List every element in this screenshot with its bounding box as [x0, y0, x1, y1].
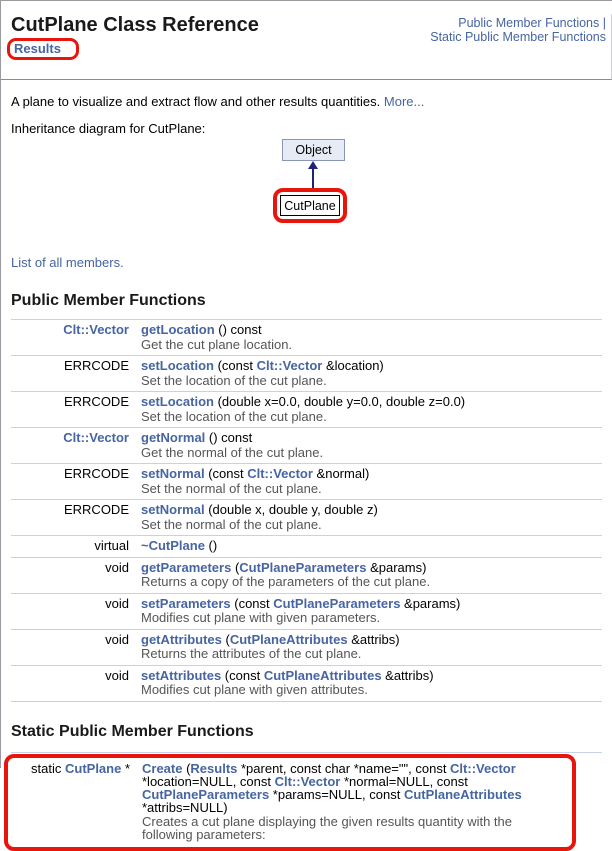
diagram-node-cutplane[interactable]: CutPlane: [280, 195, 340, 216]
results-link[interactable]: Results: [14, 41, 61, 56]
member-link[interactable]: setNormal: [141, 466, 205, 481]
page-header: [1, 14, 612, 80]
member-row: [11, 499, 602, 535]
member-type-cell: [11, 539, 129, 553]
brief-text: A plane to visualize and extract flow and other results quantities.: [11, 94, 384, 109]
text-segment: (: [221, 631, 230, 647]
member-signature: [141, 597, 602, 611]
text-segment: ERRCODE: [63, 502, 129, 517]
type-link[interactable]: CutPlane: [64, 760, 122, 776]
member-type-cell: [11, 467, 129, 495]
text-segment: (: [231, 559, 240, 575]
member-link[interactable]: CutPlaneParameters: [273, 595, 401, 611]
public-members-table: [11, 319, 602, 702]
member-link[interactable]: CutPlaneParameters: [142, 786, 270, 802]
member-signature: [141, 561, 602, 575]
member-link[interactable]: Clt::Vector: [274, 773, 341, 789]
member-link[interactable]: CutPlaneAttributes: [263, 667, 382, 683]
member-description: Modifies cut plane with given attributes.: [141, 682, 368, 697]
member-link[interactable]: setNormal: [141, 502, 205, 517]
member-row: [11, 463, 602, 499]
text-segment: *normal=NULL, const: [340, 773, 468, 789]
member-type-cell: [11, 359, 129, 387]
text-segment: () const: [205, 430, 253, 445]
text-segment: (const: [213, 358, 257, 373]
member-row: [11, 593, 602, 629]
member-type-cell: [11, 395, 129, 423]
member-row: [12, 760, 570, 843]
text-segment: static: [31, 760, 65, 776]
page-title: CutPlane Class Reference: [11, 14, 259, 36]
member-row: [11, 427, 602, 463]
text-segment: () const: [214, 322, 262, 337]
static-members-table: [12, 760, 570, 843]
member-link[interactable]: setParameters: [141, 595, 231, 611]
member-description: Get the cut plane location.: [141, 336, 293, 352]
member-link[interactable]: CutPlaneAttributes: [403, 786, 522, 802]
member-signature: [142, 762, 562, 814]
text-segment: virtual: [94, 538, 129, 553]
list-of-all-members-link[interactable]: List of all members.: [11, 255, 124, 270]
text-segment: (double x, double y, double z): [204, 502, 378, 517]
member-signature: [141, 323, 602, 337]
member-signature: [141, 359, 602, 373]
member-link[interactable]: setLocation: [141, 394, 214, 409]
member-definition-cell: [141, 597, 602, 625]
summary-separator: |: [599, 16, 606, 30]
text-segment: (const: [230, 595, 274, 611]
summary-link-static-members[interactable]: Static Public Member Functions: [430, 30, 606, 44]
member-link[interactable]: CutPlaneParameters: [239, 559, 367, 575]
member-link[interactable]: CutPlaneAttributes: [229, 631, 348, 647]
member-definition-cell: [141, 359, 602, 387]
member-type-cell: [11, 633, 129, 661]
member-definition-cell: [141, 561, 602, 589]
text-segment: void: [105, 667, 129, 683]
text-segment: (const: [221, 667, 264, 683]
member-link[interactable]: Results: [190, 760, 238, 776]
annotation-highlight-results: [7, 38, 79, 60]
member-description: Returns the attributes of the cut plane.: [141, 646, 362, 661]
member-row: [11, 629, 602, 665]
member-definition-cell: [141, 503, 602, 531]
text-segment: (double x=0.0, double y=0.0, double z=0.0): [213, 394, 466, 409]
text-segment: (: [182, 760, 191, 776]
member-type-cell: [11, 323, 129, 351]
inheritance-diagram: [1, 138, 612, 238]
member-definition-cell: [141, 633, 602, 661]
member-definition-cell: [141, 395, 602, 423]
member-type-cell: [11, 669, 129, 697]
text-segment: *params=NULL, const: [269, 786, 404, 802]
member-definition-cell: [141, 669, 602, 697]
member-definition-cell: [142, 762, 562, 841]
text-segment: *attribs=NULL): [142, 799, 228, 815]
member-definition-cell: [141, 539, 602, 553]
summary-link-public-members[interactable]: Public Member Functions: [458, 16, 600, 30]
type-link[interactable]: Clt::Vector: [63, 322, 129, 337]
member-link[interactable]: getNormal: [141, 430, 206, 445]
text-segment: (const: [204, 466, 248, 481]
member-row: [11, 391, 602, 427]
class-brief-description: [11, 94, 602, 110]
member-signature: [141, 539, 602, 553]
member-link[interactable]: Create: [142, 760, 183, 776]
member-link[interactable]: setLocation: [141, 358, 214, 373]
text-segment: (): [204, 538, 218, 553]
member-signature: [141, 669, 602, 683]
member-link[interactable]: Clt::Vector: [247, 466, 313, 481]
member-signature: [141, 467, 602, 481]
text-segment: ERRCODE: [63, 394, 129, 409]
member-description: Set the location of the cut plane.: [141, 372, 327, 388]
text-segment: void: [105, 559, 129, 575]
inheritance-label: Inheritance diagram for CutPlane:: [11, 121, 206, 136]
text-segment: void: [105, 595, 129, 611]
member-signature: [141, 503, 602, 517]
member-link[interactable]: getAttributes: [141, 631, 222, 647]
type-link[interactable]: Clt::Vector: [63, 430, 129, 445]
member-description: Modifies cut plane with given parameters.: [141, 610, 381, 625]
static-table-topline: [11, 752, 602, 753]
member-row: [11, 319, 602, 355]
member-type-cell: [11, 561, 129, 589]
member-definition-cell: [141, 323, 602, 351]
annotation-highlight-create-row: [4, 754, 576, 851]
member-row: [11, 535, 602, 557]
text-segment: &attribs): [381, 667, 434, 683]
member-type-cell: [11, 503, 129, 531]
member-description: Get the normal of the cut plane.: [141, 444, 324, 460]
text-segment: void: [105, 631, 129, 647]
member-type-cell: [12, 762, 130, 841]
member-row: [11, 665, 602, 701]
more-link[interactable]: More...: [383, 94, 425, 109]
member-description: Set the location of the cut plane.: [141, 408, 327, 424]
text-segment: ERRCODE: [63, 358, 129, 373]
text-segment: &location): [322, 358, 384, 373]
member-signature: [141, 431, 602, 445]
public-members-heading: Public Member Functions: [11, 292, 206, 309]
static-members-heading: Static Public Member Functions: [11, 722, 254, 740]
text-segment: &params): [366, 559, 427, 575]
member-link[interactable]: setAttributes: [141, 667, 222, 683]
member-link[interactable]: Clt::Vector: [256, 358, 323, 373]
member-link[interactable]: Clt::Vector: [450, 760, 516, 776]
member-description: Set the normal of the cut plane.: [141, 480, 322, 496]
member-definition-cell: [141, 467, 602, 495]
member-definition-cell: [141, 431, 602, 459]
summary-links: [430, 16, 606, 44]
member-description: Set the normal of the cut plane.: [141, 516, 322, 532]
text-segment: *location=NULL, const: [142, 773, 275, 789]
annotation-highlight-cutplane: [273, 188, 347, 223]
member-link[interactable]: getLocation: [141, 322, 215, 337]
member-description: Creates a cut plane displaying the given results quantity with the following parameters:: [142, 813, 512, 842]
member-row: [11, 557, 602, 593]
text-segment: &attribs): [347, 631, 400, 647]
member-link[interactable]: ~CutPlane: [141, 538, 205, 553]
text-segment: *: [121, 760, 130, 776]
member-type-cell: [11, 431, 129, 459]
text-segment: ERRCODE: [63, 466, 129, 481]
member-signature: [141, 633, 602, 647]
text-segment: &params): [400, 595, 461, 611]
text-segment: &normal): [312, 466, 370, 481]
member-signature: [141, 395, 602, 409]
member-description: Returns a copy of the parameters of the cut plane.: [141, 574, 431, 589]
text-segment: *parent, const char *name="", const: [237, 760, 451, 776]
diagram-node-object[interactable]: Object: [282, 139, 345, 161]
member-link[interactable]: getParameters: [141, 559, 232, 575]
member-row: [11, 355, 602, 391]
member-type-cell: [11, 597, 129, 625]
